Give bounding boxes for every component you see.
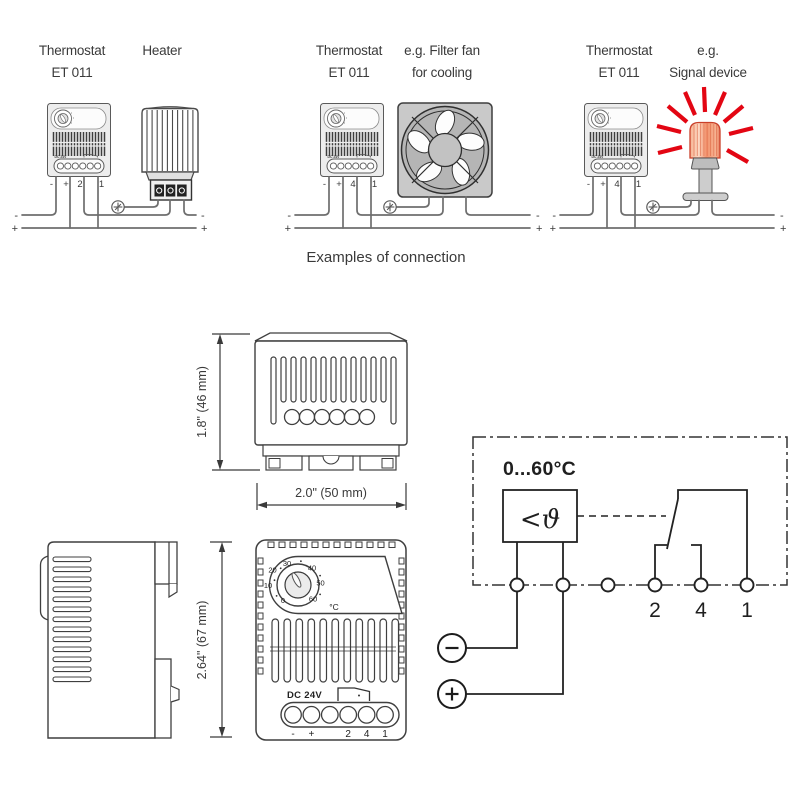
wire-minus-label: - [780, 210, 784, 222]
dimension-top-height [195, 334, 260, 470]
minus-supply-icon [438, 634, 466, 662]
wire-plus-label: + [780, 223, 787, 235]
wire-plus-label: + [549, 223, 556, 235]
schematic-terminal-1: 1 [741, 599, 753, 622]
terminal-label: + [336, 179, 342, 190]
example-signal-wires [550, 177, 787, 235]
terminal-label: 1 [371, 179, 378, 190]
plus-supply-icon [438, 680, 466, 708]
terminal-label: - [586, 179, 591, 190]
wire-plus-label: + [284, 223, 291, 235]
wire-minus-label: - [536, 210, 540, 222]
front-terminal-label: 1 [382, 729, 388, 740]
wire-minus-label: - [552, 210, 556, 222]
beacon-lamp [690, 123, 720, 159]
thermostat-device [321, 104, 384, 177]
thermostat-model: ET 011 [51, 65, 93, 80]
load-title: e.g. Filter fan [404, 43, 480, 58]
thermostat-title: Thermostat [585, 43, 653, 58]
wire-minus-label: - [287, 210, 291, 222]
terminal-label: 2 [77, 179, 83, 190]
dial-number: 50 [316, 578, 325, 588]
terminal-label: 1 [98, 179, 105, 190]
thermostat-title: Thermostat [315, 43, 383, 58]
dial-number: 60 [308, 594, 318, 604]
example-heater [12, 43, 208, 235]
terminal-label: 1 [635, 179, 642, 190]
terminal-label: 4 [614, 179, 620, 190]
beacon-collar [691, 158, 719, 169]
dimension-front-height [195, 542, 232, 737]
dial-unit-label: °C [329, 602, 339, 612]
ground-icon [112, 201, 124, 213]
ground-icon [647, 201, 659, 213]
top-view-drawing [255, 333, 407, 470]
thermostat-device [48, 104, 111, 177]
side-view-drawing [41, 542, 180, 738]
terminal-label: - [49, 179, 54, 190]
dial-number: 20 [268, 565, 277, 575]
terminal-label: 4 [350, 179, 356, 190]
wire-minus-label: - [14, 210, 18, 222]
load-subtitle: Signal device [669, 65, 747, 80]
front-view-drawing [256, 540, 406, 740]
front-terminal-label: + [308, 729, 315, 740]
wire-plus-label: + [536, 223, 543, 235]
terminal-label: - [322, 179, 327, 190]
power-rating-label: DC 24V [287, 690, 323, 701]
ground-icon [384, 201, 396, 213]
heater-illustration [142, 107, 198, 200]
thermostat-model: ET 011 [598, 65, 640, 80]
front-terminal-label: 2 [345, 729, 351, 740]
front-terminal-label: - [291, 729, 295, 740]
din-rail-clip [155, 542, 179, 738]
load-title: Heater [142, 43, 182, 58]
load-subtitle: for cooling [411, 65, 473, 80]
changeover-contact [655, 490, 747, 579]
dial-number: 0 [280, 596, 286, 605]
example-filter-fan [285, 43, 543, 235]
wire-plus-label: + [201, 223, 208, 235]
beacon-illustration [657, 87, 753, 201]
circuit-schematic [438, 437, 787, 708]
dial-number: 10 [263, 581, 273, 590]
thermostat-title: Thermostat [38, 43, 106, 58]
load-title: e.g. [697, 43, 719, 58]
front-terminal-label: 4 [363, 729, 370, 740]
thermostat-model: ET 011 [328, 65, 370, 80]
thermostat-device [585, 104, 648, 177]
dim-label-width: 2.0" (50 mm) [295, 486, 367, 500]
example-signal-device [550, 43, 787, 235]
dial-number: 30 [282, 559, 292, 568]
front-terminal-strip [281, 703, 399, 728]
dial-number: 40 [307, 563, 317, 573]
wire-minus-label: - [201, 210, 205, 222]
beacon-base [683, 193, 728, 201]
fan-illustration [398, 103, 492, 197]
terminal-label: + [63, 179, 69, 190]
dimension-width [257, 483, 406, 510]
wire-plus-label: + [11, 223, 18, 235]
temperature-range-label: 0...60°C [503, 458, 577, 480]
dim-label-top-height: 1.8" (46 mm) [195, 366, 209, 438]
beacon-stem [699, 169, 712, 193]
sensor-symbol: <ϑ [519, 505, 561, 535]
schematic-terminal-4: 4 [695, 599, 707, 622]
dim-label-front-height: 2.64" (67 mm) [195, 600, 209, 680]
schematic-terminal-2: 2 [649, 599, 661, 622]
terminal-label: + [600, 179, 606, 190]
examples-caption: Examples of connection [306, 249, 466, 266]
heater-terminal-block [155, 185, 187, 197]
